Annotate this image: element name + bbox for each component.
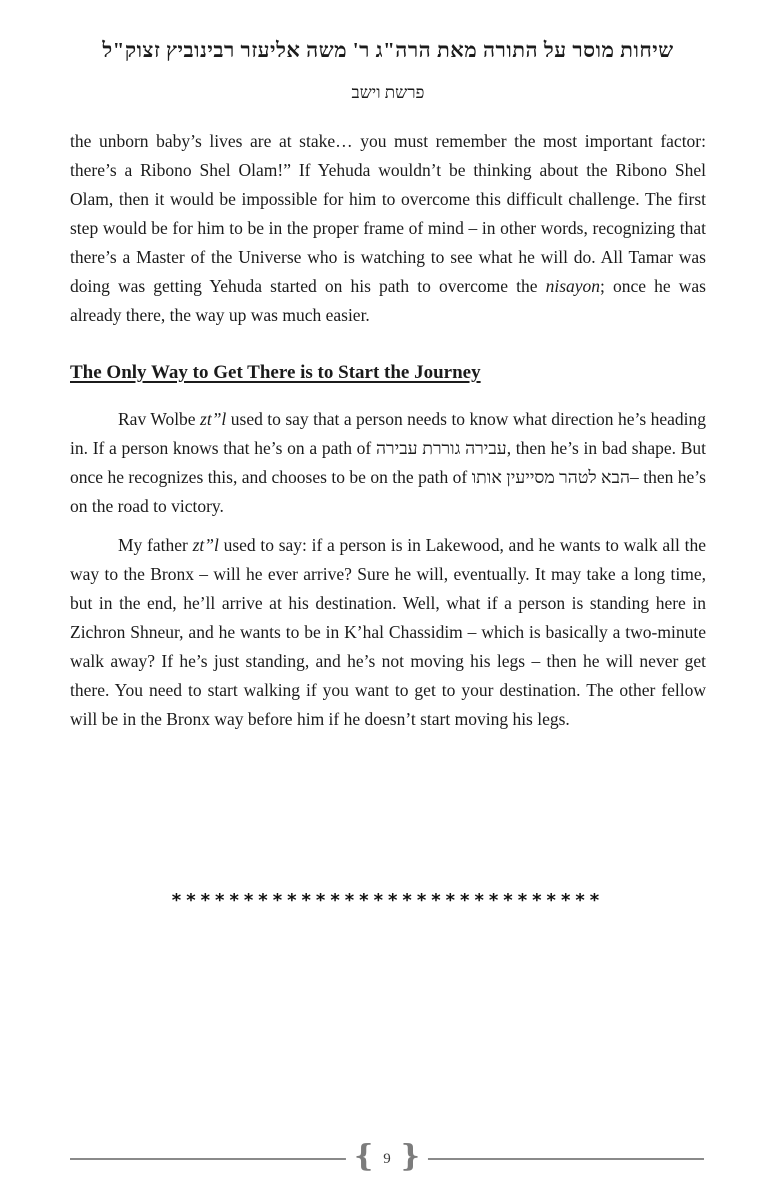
body-text-run: My father: [118, 535, 193, 555]
hebrew-title: שיחות מוסר על התורה מאת הרה"ג ר' משה אליעזר רבינוביץ זצוק"ל: [102, 38, 674, 62]
asterisk-separator: ******************************: [171, 890, 605, 911]
body-text-run: used to say that a person needs to know what direction he’s heading in. If a person knows that he’s on a path of: [70, 409, 706, 458]
paragraph-my-father: [70, 531, 706, 734]
hebrew-parsha-subtitle: פרשת וישב: [351, 83, 425, 102]
body-text-run: , then he’s in bad shape. But once he recognizes this, and chooses to be on the path of: [70, 438, 707, 487]
hebrew-phrase: עבירה גוררת עבירה: [375, 438, 507, 458]
right-bracket-ornament: }: [400, 1139, 421, 1174]
page-body: [0, 127, 776, 915]
body-text-run: Rav Wolbe: [118, 409, 201, 429]
italic-text: zt”l: [192, 535, 219, 555]
page-footer: [70, 1138, 704, 1180]
page-header: [0, 0, 776, 103]
page-number-medallion: [346, 1138, 428, 1180]
italic-text: zt”l: [200, 409, 227, 429]
body-text-run: used to say: if a person is in Lakewood, and he wants to walk all the way to the Bronx – will he ever arrive? Sure he will, eventually. It may take a long time, but in the end, he’ll arrive at his destination. Well, what if a person is standing here in Zichron Shneur, and he wants to be in K’hal Chassidim – which is basically a two-minute walk away? If he’s just standing, and he’s not moving his legs – then he will never get there. You need to start walking if you want to get to your destination. The other fellow will be in the Bronx way before him if he doesn’t start moving his legs.: [70, 535, 706, 729]
paragraph-rav-wolbe: [70, 405, 706, 521]
body-text-run: – then he’s on the road to victory.: [70, 467, 706, 516]
hebrew-phrase: הבא לטהר מסייעין אותו: [471, 467, 631, 487]
left-bracket-ornament: {: [353, 1139, 374, 1174]
paragraph-continuation: [70, 127, 706, 330]
page-number: 9: [383, 1150, 391, 1167]
body-text-run: the unborn baby’s lives are at stake… you must remember the most important factor: there’s a Ribono Shel Olam!” If Yehuda wouldn’t be thinking about the Ribono Shel Olam, then it would be impossible for him to overcome this difficult challenge. The first step would be for him to be in the proper frame of mind – in other words, recognizing that there’s a Master of the Universe who is watching to see what he will do. All Tamar was doing was getting Yehuda started on his path to overcome the: [70, 131, 706, 296]
italic-text: nisayon: [545, 276, 601, 296]
body-text-run: ; once he was already there, the way up was much easier.: [70, 276, 706, 325]
section-heading: The Only Way to Get There is to Start the Journey: [70, 362, 481, 383]
